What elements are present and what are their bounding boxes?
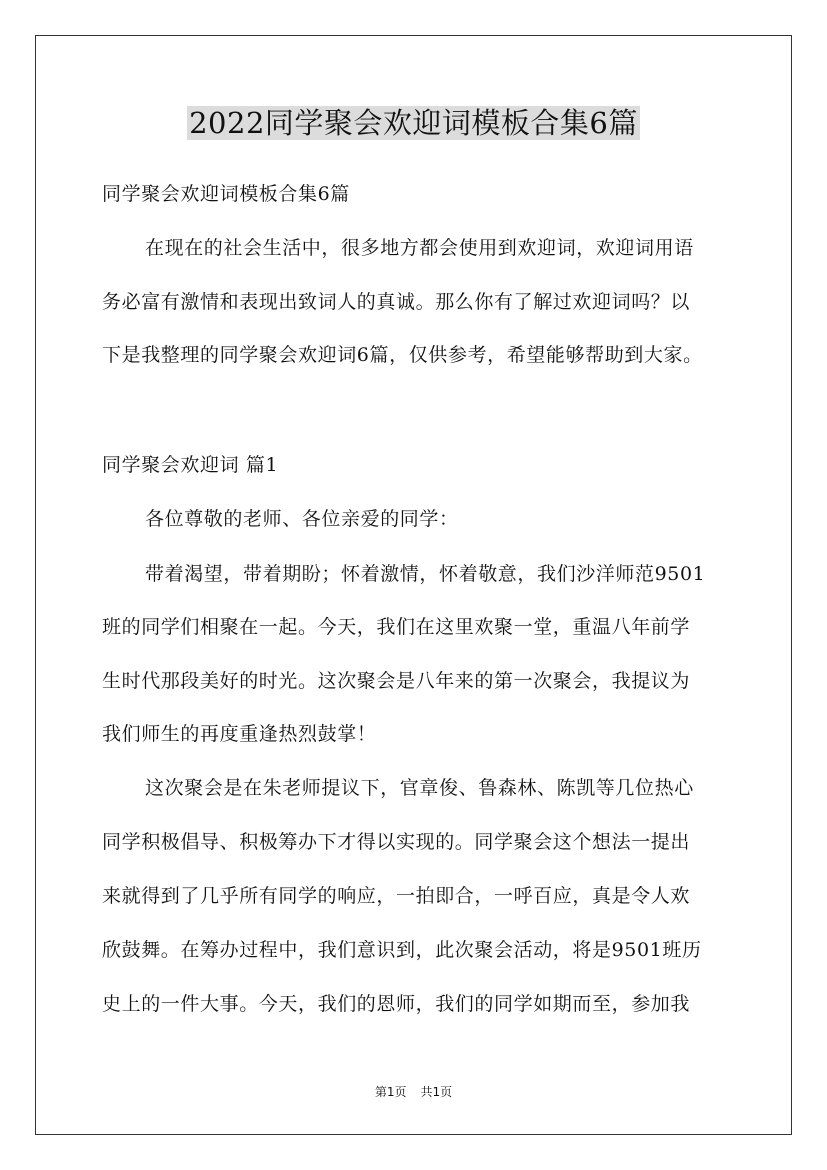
paragraph-line: 同学积极倡导、积极筹办下才得以实现的。同学聚会这个想法一提出 [102,831,691,853]
intro-line: 务必富有激情和表现出致词人的真诚。那么你有了解过欢迎词吗？以 [102,291,691,313]
intro-line: 下是我整理的同学聚会欢迎词6篇，仅供参考，希望能够帮助到大家。 [102,344,703,366]
document-subtitle: 同学聚会欢迎词模板合集6篇 [102,183,350,205]
document-title [0,102,827,144]
paragraph-line: 我们师生的再度重逢热烈鼓掌！ [102,723,377,745]
paragraph-line: 班的同学们相聚在一起。今天，我们在这里欢聚一堂，重温八年前学 [102,616,691,638]
intro-line: 在现在的社会生活中，很多地方都会使用到欢迎词，欢迎词用语 [145,237,694,259]
document-title-text: 2022同学聚会欢迎词模板合集6篇 [189,106,638,140]
page-footer [0,1084,827,1100]
page-number-current: 第1页 [374,1085,407,1099]
paragraph-line: 带着渴望，带着期盼；怀着激情，怀着敬意，我们沙洋师范9501 [145,563,706,585]
page-number-total: 共1页 [420,1085,453,1099]
paragraph-line: 欣鼓舞。在筹办过程中，我们意识到，此次聚会活动，将是9501班历 [102,939,702,961]
section-heading: 同学聚会欢迎词 篇1 [102,454,279,476]
greeting-line: 各位尊敬的老师、各位亲爱的同学： [145,508,459,530]
paragraph-line: 这次聚会是在朱老师提议下，官章俊、鲁森林、陈凯等几位热心 [145,777,694,799]
paragraph-line: 史上的一件大事。今天，我们的恩师，我们的同学如期而至，参加我 [102,993,691,1015]
paragraph-line: 来就得到了几乎所有同学的响应，一拍即合，一呼百应，真是令人欢 [102,885,691,907]
paragraph-line: 生时代那段美好的时光。这次聚会是八年来的第一次聚会，我提议为 [102,670,691,692]
